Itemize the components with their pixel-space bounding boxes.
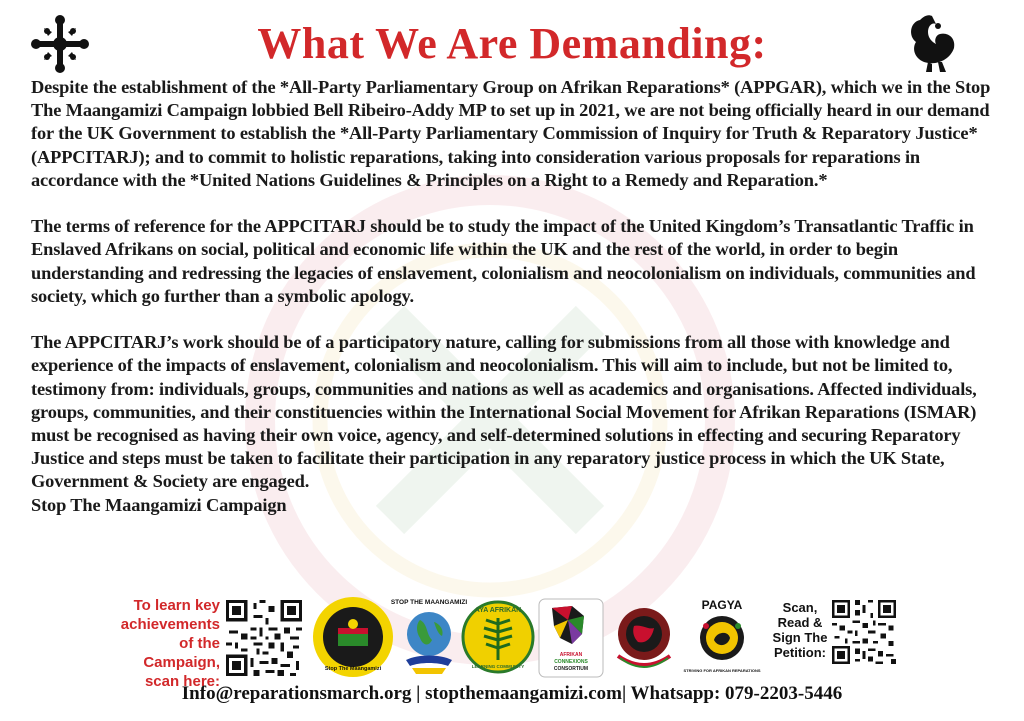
connexions-logo-label: AFRIKAN [559,652,583,658]
demands-text [31,76,995,517]
stm-logo-label: STOP THE MAANGAMIZI [390,599,468,606]
pagya-logo-sublabel: STRIVING FOR AFRIKAN REPARATIONS [683,668,761,673]
paragraph-terms-of-reference: The terms of reference for the APPCITARJ should be to study the impact of the United Kingdom’s Transatlantic Traffic in Enslaved Afrikans on social, political and economic life within the UK and the rest of the world, in order to begin understanding and redressing the legacies of enslavement, colonialism and neocolonialism on individuals, communities and society, which go further than a symbolic apology. [31,216,976,306]
afrikan-connexions-consortium-logo [538,598,604,678]
petition-qr-code[interactable] [832,600,896,664]
connexions-logo-label-3: CONSORTIUM [553,666,589,672]
reparations-march-logo [312,596,394,678]
aya-afrikan-logo [462,596,534,678]
campaign-signature: Stop The Maangamizi Campaign [31,494,287,515]
connexions-logo-label-2: CONNEXIONS [554,659,588,665]
sankofa-bird-icon [902,12,962,76]
paragraph-appgar: Despite the establishment of the *All-Party Parliamentary Group on Afrikan Reparations* (APPGAR), which we in the Stop The Maangamizi Campaign lobbied Bell Ribeiro-Addy MP to set up in 2021, we are not being officially heard in our demand for the UK Government to establish the *All-Party Parliamentary Commission of Inquiry for Truth & Reparatory Justice* (APPCITARJ); and to commit to holistic reparations, taking into consideration various proposals for reparations in accordance with the *United Nations Guidelines & Principles on a Right to a Remedy and Reparation.* [31,77,991,190]
contact-footer[interactable]: Info@reparationsmarch.org | stopthemaangamizi.com| Whatsapp: 079-2203-5446 [181,683,843,704]
aya-logo-label: AYA AFRIKAN [474,607,522,614]
pagya-logo-label: PAGYA [701,598,743,612]
achievements-qr-code[interactable] [226,600,302,676]
paragraph-participatory: The APPCITARJ’s work should be of a participatory nature, calling for submissions from all those with knowledge and experience of the impacts of enslavement, colonialism and neocolonialism. This will aim to include, but not be limited to, testimony from: individuals, groups, communities and nations as well as academics and organisations. Affected individuals, groups, communities, and their constituencies within the International Social Movement for Afrikan Reparations (ISMAR) must be recognised as having their own voice, agency, and self-determined solutions in effecting and securing Reparatory Justice and steps must be taken to facilitate their participation in any reparatory justice process in which the UK State, Government & Society are engaged. [31,332,977,492]
petition-scan-label: Scan, Read & Sign The Petition: [772,600,828,660]
aya-logo-sublabel: LEARNING COMMUNITY [471,664,525,669]
pagya-logo [684,596,760,678]
learn-more-label: To learn key achievements of the Campaign, scan here: [120,597,220,690]
march-logo-label: Stop The Maangamizi [324,666,382,672]
stop-the-maangamizi-logo [390,594,468,680]
page-title: What We Are Demanding: [257,19,767,68]
global-afrikan-reparations-forum-logo [608,596,680,680]
